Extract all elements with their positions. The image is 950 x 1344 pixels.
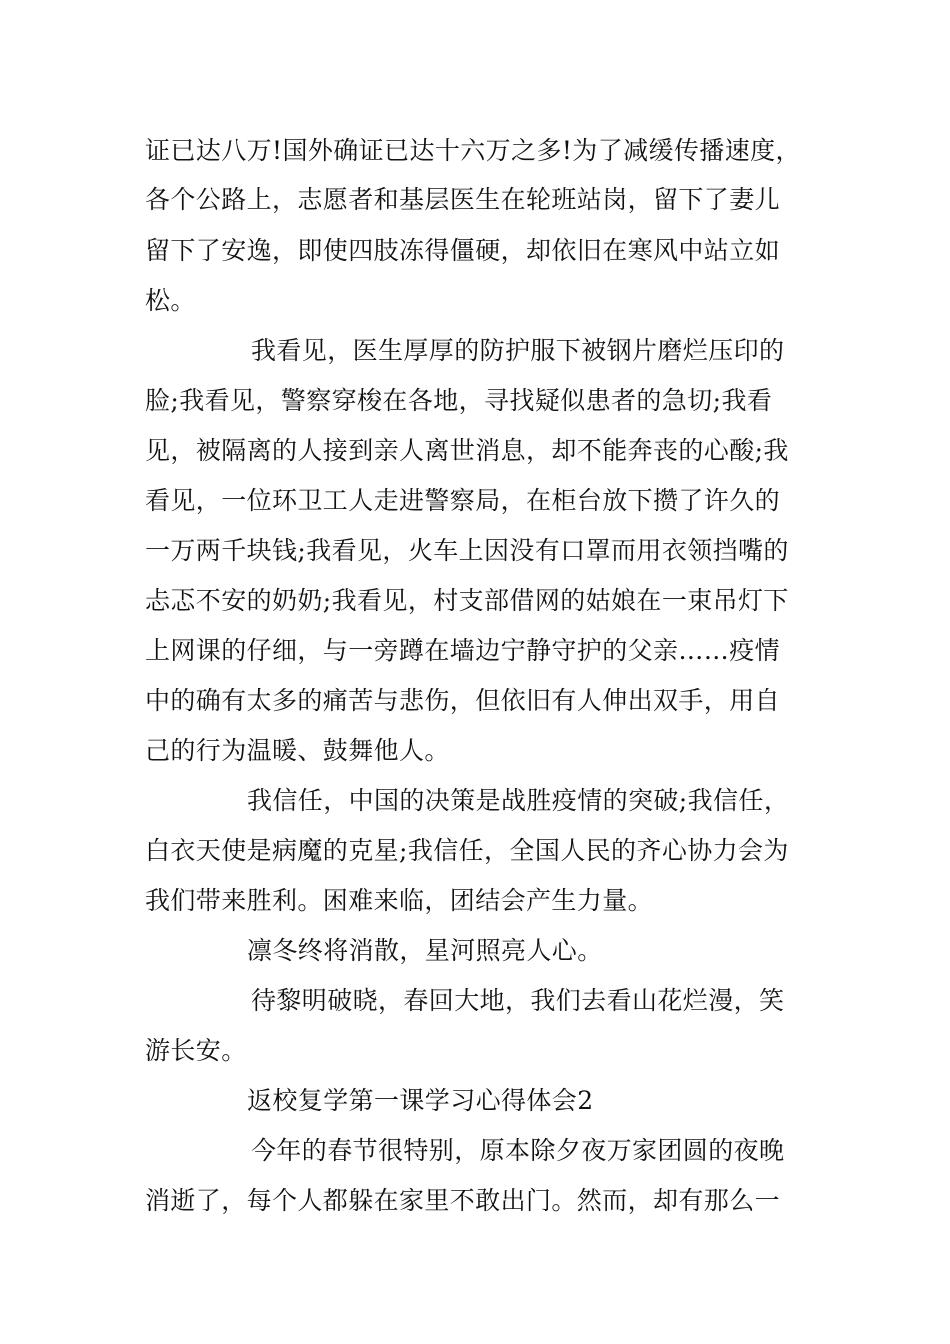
- text-line: 见，被隔离的人接到亲人离世消息，却不能奔丧的心酸;我: [145, 436, 789, 465]
- paragraph-start-line: 待黎明破晓，春回大地，我们去看山花烂漫，笑: [251, 986, 785, 1015]
- paragraph-start-line: 凛冬终将消散，星河照亮人心。: [247, 936, 603, 965]
- text-line: 上网课的仔细，与一旁蹲在墙边宁静守护的父亲……疫情: [145, 636, 781, 665]
- text-line: 留下了安逸，即使四肢冻得僵硬，却依旧在寒风中站立如: [145, 236, 781, 265]
- text-line: 我们带来胜利。困难来临，团结会产生力量。: [145, 886, 654, 915]
- text-line: 白衣天使是病魔的克星;我信任，全国人民的齐心协力会为: [145, 836, 789, 865]
- text-line: 己的行为温暖、鼓舞他人。: [145, 736, 450, 765]
- text-line: 消逝了，每个人都躲在家里不敢出门。然而，却有那么一: [145, 1186, 781, 1215]
- paragraph-start-line: 今年的春节很特别，原本除夕夜万家团圆的夜晚: [251, 1136, 785, 1165]
- text-line: 游长安。: [145, 1036, 247, 1065]
- paragraph-start-line: 我信任，中国的决策是战胜疫情的突破;我信任，: [247, 786, 790, 815]
- text-line: 脸;我看见，警察穿梭在各地，寻找疑似患者的急切;我看: [145, 386, 773, 415]
- paragraph-start-line: 我看见，医生厚厚的防护服下被钢片磨烂压印的: [251, 336, 785, 365]
- text-line: 证已达八万!国外确证已达十六万之多!为了减缓传播速度，: [145, 136, 801, 165]
- text-line: 忐忑不安的奶奶;我看见，村支部借网的姑娘在一束吊灯下: [145, 586, 789, 615]
- text-line: 中的确有太多的痛苦与悲伤，但依旧有人伸出双手，用自: [145, 686, 781, 715]
- text-line: 一万两千块钱;我看见，火车上因没有口罩而用衣领挡嘴的: [145, 536, 789, 565]
- text-line: 看见，一位环卫工人走进警察局，在柜台放下攒了许久的: [145, 486, 781, 515]
- section-heading: 返校复学第一课学习心得体会2: [247, 1086, 594, 1115]
- text-line: 松。: [145, 286, 196, 315]
- text-line: 各个公路上，志愿者和基层医生在轮班站岗，留下了妻儿: [145, 185, 781, 214]
